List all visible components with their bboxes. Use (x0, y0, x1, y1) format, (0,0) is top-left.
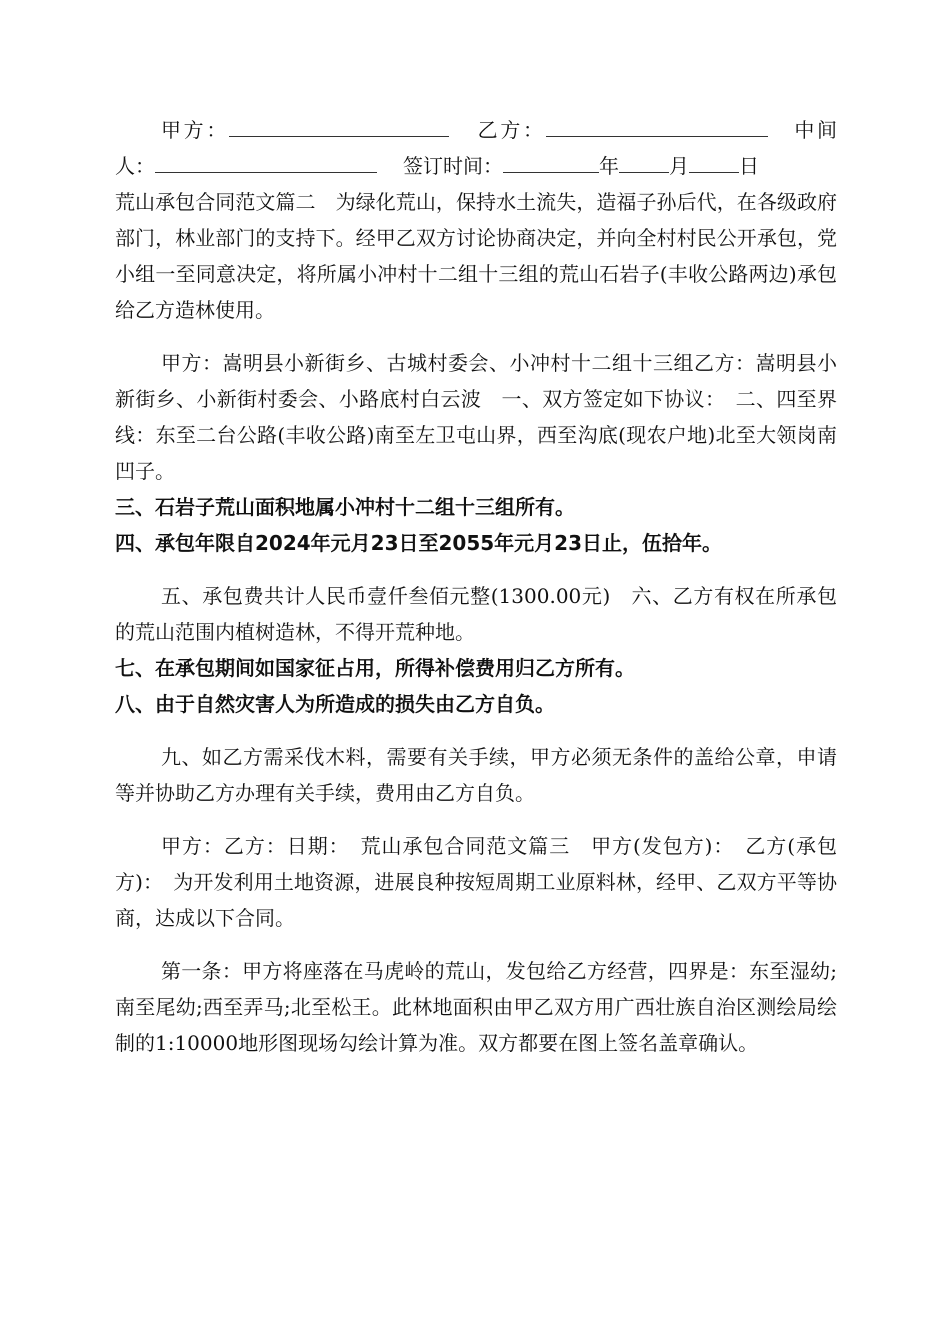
middleman-label-part2: 人： (115, 154, 155, 178)
contract-document (115, 112, 837, 1061)
party-a-blank (229, 118, 449, 137)
paragraph-intro-part2: 荒山承包合同范文篇二 为绿化荒山，保持水土流失，造福子孙后代，在各级政府部门，林业部门的支持下。经甲乙双方讨论协商决定，并向全村村民公开承包，党小组一至同意决定，将所属小冲村十二组十三组的荒山石岩子(丰收公路两边)承包给乙方造林使用。 (115, 190, 837, 322)
clause-three: 三、石岩子荒山面积地属小冲村十二组十三组所有。 (115, 495, 575, 519)
day-blank (689, 154, 739, 173)
article-one: 第一条：甲方将座落在马虎岭的荒山，发包给乙方经营，四界是：东至湿幼;南至尾幼;西至弄马;北至松王。此林地面积由甲乙双方用广西壮族自治区测绘局绘制的1:10000地形图现场勾绘计算为准。双方都要在图上签名盖章确认。 (115, 959, 837, 1055)
paragraph-parties: 甲方：嵩明县小新街乡、古城村委会、小冲村十二组十三组乙方：嵩明县小新街乡、小新街村委会、小路底村白云波 一、双方签定如下协议： 二、四至界线：东至二台公路(丰收公路)南至左卫屯山界，西至沟底(现农户地)北至大领岗南凹子。 (115, 351, 837, 483)
clause-seven: 七、在承包期间如国家征占用，所得补偿费用归乙方所有。 (115, 656, 635, 680)
month-blank (619, 154, 669, 173)
year-label: 年 (599, 154, 619, 178)
clause-nine: 九、如乙方需采伐木料，需要有关手续，甲方必须无条件的盖给公章，申请等并协助乙方办理有关手续，费用由乙方自负。 (115, 745, 837, 805)
clause-eight: 八、由于自然灾害人为所造成的损失由乙方自负。 (115, 692, 555, 716)
signature-line-1 (115, 112, 837, 148)
paragraph-part3-intro: 甲方：乙方：日期： 荒山承包合同范文篇三 甲方(发包方)： 乙方(承包方)： 为开发利用土地资源，进展良种按短周期工业原料林，经甲、乙双方平等协商，达成以下合同。 (115, 834, 837, 930)
day-label: 日 (739, 154, 759, 178)
month-label: 月 (669, 154, 689, 178)
clause-four: 四、承包年限自2024年元月23日至2055年元月23日止，伍拾年。 (115, 531, 722, 555)
clause-five-six: 五、承包费共计人民币壹仟叁佰元整(1300.00元) 六、乙方有权在所承包的荒山范围内植树造林，不得开荒种地。 (115, 584, 837, 644)
party-b-label: 乙方： (475, 118, 546, 142)
party-a-label: 甲方： (161, 118, 229, 142)
signature-line-2 (115, 148, 837, 184)
party-b-blank (546, 118, 768, 137)
year-blank (503, 154, 599, 173)
middleman-label-part1: 中间 (791, 118, 838, 142)
sign-date-label: 签订时间： (403, 154, 503, 178)
middleman-blank (155, 154, 377, 173)
